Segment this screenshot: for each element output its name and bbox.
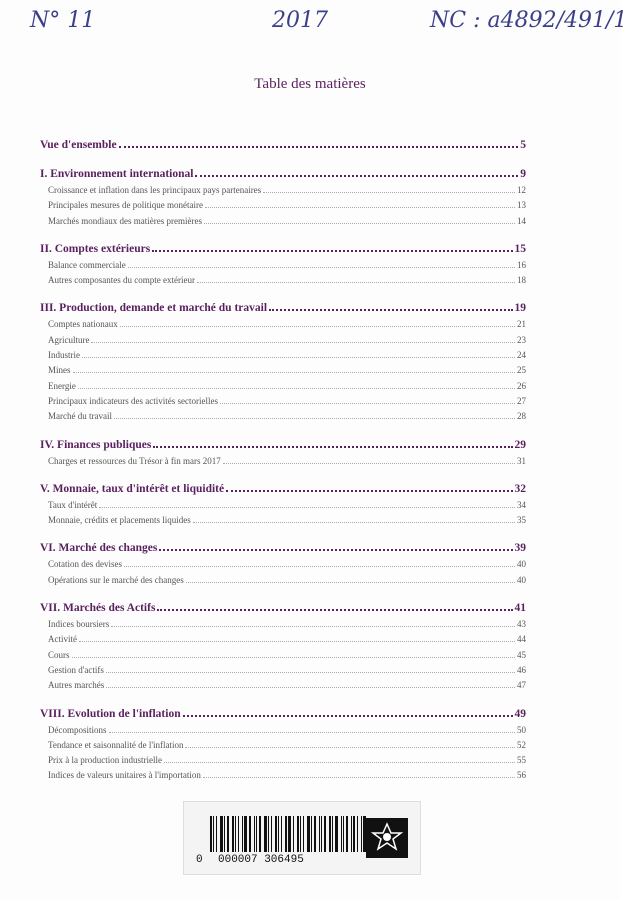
dot-leader <box>72 657 515 658</box>
entry-page-number: 16 <box>517 259 526 270</box>
toc-entry[interactable] <box>40 333 526 348</box>
dot-leader <box>193 522 515 523</box>
toc-section <box>40 436 526 469</box>
barcode-bar <box>297 816 299 852</box>
dot-leader <box>73 372 516 373</box>
entry-label: Gestion d'actifs <box>48 664 104 675</box>
barcode-bar <box>311 816 312 852</box>
section-page-number: 49 <box>514 707 526 720</box>
dot-leader <box>157 609 512 611</box>
toc-section <box>40 705 526 784</box>
toc-section <box>40 599 526 693</box>
toc-entry[interactable] <box>40 632 526 647</box>
section-page-number: 32 <box>514 482 526 495</box>
dot-leader <box>99 507 515 508</box>
toc-entry[interactable] <box>40 394 526 409</box>
entry-label: Croissance et inflation dans les principaux pays partenaires <box>48 185 262 195</box>
entry-label: Industrie <box>48 350 80 361</box>
toc-entry[interactable] <box>40 678 526 693</box>
barcode-bar <box>307 816 310 852</box>
entry-page-number: 45 <box>517 649 526 660</box>
toc-entry[interactable] <box>40 454 526 469</box>
barcode-bar <box>346 816 348 852</box>
toc-section-heading[interactable] <box>40 705 526 723</box>
toc-entry[interactable] <box>40 198 526 213</box>
entry-page-number: 44 <box>517 634 526 645</box>
entry-page-number: 56 <box>517 770 526 781</box>
dot-leader <box>269 309 512 311</box>
toc-entry[interactable] <box>40 617 526 632</box>
toc-section <box>40 240 526 289</box>
section-title: VII. Marchés des Actifs <box>40 602 156 615</box>
barcode-bar <box>227 816 229 852</box>
toc-entry[interactable] <box>40 214 526 229</box>
toc-section-heading[interactable] <box>40 539 526 557</box>
dot-leader <box>159 549 512 551</box>
handwritten-number: N° 11 <box>30 8 96 33</box>
toc-entry[interactable] <box>40 513 526 528</box>
entry-label: Marchés mondiaux des matières premières <box>48 215 202 226</box>
entry-page-number: 43 <box>517 619 526 630</box>
barcode-bar <box>216 816 217 852</box>
dot-leader <box>186 582 515 583</box>
barcode-bar <box>242 816 243 852</box>
entry-label: Taux d'intérêt <box>48 499 98 510</box>
section-title: IV. Finances publiques <box>40 438 152 451</box>
dot-leader <box>183 715 513 717</box>
toc-entry[interactable] <box>40 648 526 663</box>
entry-page-number: 21 <box>517 319 526 330</box>
entry-page-number: 14 <box>517 215 526 226</box>
entry-label: Prix à la production industrielle <box>48 755 162 766</box>
section-title: III. Production, demande et marché du travail <box>40 302 268 315</box>
barcode-bar <box>259 816 261 852</box>
entry-page-number: 40 <box>517 574 526 585</box>
barcode-bar <box>361 816 362 852</box>
library-logo-icon <box>366 818 408 858</box>
toc-entry[interactable] <box>40 723 526 738</box>
toc-entry[interactable] <box>40 379 526 394</box>
entry-label: Comptes nationaux <box>48 319 118 330</box>
entry-label: Balance commerciale <box>48 259 126 270</box>
entry-page-number: 18 <box>517 275 526 286</box>
barcode-bar <box>235 816 236 852</box>
dot-leader <box>197 282 515 283</box>
barcode-bar <box>278 816 279 852</box>
entry-page-number: 27 <box>517 395 526 406</box>
entry-label: Energie <box>48 380 76 391</box>
barcode-bar <box>213 816 214 852</box>
dot-leader <box>203 777 515 778</box>
entry-label: Monnaie, crédits et placements liquides <box>48 515 191 526</box>
entry-label: Indices de valeurs unitaires à l'importation <box>48 770 201 781</box>
table-of-contents <box>40 136 526 795</box>
entry-page-number: 26 <box>517 380 526 391</box>
dot-leader <box>220 403 515 404</box>
entry-page-number: 34 <box>517 499 526 510</box>
barcode-bar <box>324 816 326 852</box>
entry-label: Marché du travail <box>48 411 112 422</box>
barcode-bars <box>210 816 368 852</box>
toc-entry[interactable] <box>40 498 526 513</box>
barcode-digit-left: 0 <box>196 854 203 866</box>
dot-leader <box>82 357 515 358</box>
entry-label: Opérations sur le marché des changes <box>48 574 184 585</box>
toc-section-heading[interactable] <box>40 299 526 317</box>
handwritten-reference: NC : a4892/49 <box>430 8 592 33</box>
entry-page-number: 47 <box>517 680 526 691</box>
toc-section-heading[interactable] <box>40 480 526 498</box>
entry-label: Mines <box>48 365 71 376</box>
entry-label: Activité <box>48 634 77 645</box>
toc-section-heading[interactable] <box>40 136 526 154</box>
barcode-bar <box>335 816 338 852</box>
toc-section-heading[interactable] <box>40 436 526 454</box>
section-page-number: 19 <box>514 302 526 315</box>
entry-label: Autres marchés <box>48 680 105 691</box>
barcode-bar <box>353 816 355 852</box>
entry-page-number: 46 <box>517 664 526 675</box>
barcode-bar <box>224 816 225 852</box>
dot-leader <box>153 446 512 448</box>
barcode-bar <box>293 816 294 852</box>
toc-entry[interactable] <box>40 557 526 572</box>
entry-label: Décompositions <box>48 724 107 735</box>
section-page-number: 41 <box>514 602 526 615</box>
toc-section-heading[interactable] <box>40 240 526 258</box>
entry-page-number: 23 <box>517 334 526 345</box>
dot-leader <box>120 326 515 327</box>
entry-page-number: 24 <box>517 350 526 361</box>
toc-entry[interactable] <box>40 348 526 363</box>
handwritten-page-mark: 1/1 <box>592 8 627 33</box>
entry-page-number: 52 <box>517 739 526 750</box>
dot-leader <box>114 418 515 419</box>
dot-leader <box>106 687 515 688</box>
toc-entry[interactable] <box>40 663 526 678</box>
barcode-bar <box>244 816 247 852</box>
dot-leader <box>128 267 515 268</box>
section-page-number: 9 <box>520 168 526 180</box>
section-title: II. Comptes extérieurs <box>40 242 151 255</box>
barcode-bar <box>321 816 322 852</box>
barcode-bar <box>232 816 234 852</box>
handwritten-year: 2017 <box>272 8 328 33</box>
entry-label: Indices boursiers <box>48 619 110 630</box>
barcode-bar <box>249 816 251 852</box>
barcode-bar <box>341 816 342 852</box>
toc-entry[interactable] <box>40 183 526 198</box>
toc-section-heading[interactable] <box>40 599 526 617</box>
toc-entry[interactable] <box>40 738 526 753</box>
barcode-bar <box>281 816 282 852</box>
toc-entry[interactable] <box>40 768 526 783</box>
dot-leader <box>106 672 515 673</box>
toc-entry[interactable] <box>40 363 526 378</box>
section-page-number: 15 <box>514 242 526 255</box>
toc-entry[interactable] <box>40 273 526 288</box>
section-page-number: 39 <box>514 542 526 555</box>
dot-leader <box>223 463 515 464</box>
entry-label: Cotation des devises <box>48 559 122 570</box>
barcode-number: 000007 306495 <box>218 854 304 866</box>
toc-entry[interactable] <box>40 409 526 424</box>
entry-page-number: 13 <box>517 200 526 211</box>
entry-page-number: 40 <box>517 559 526 570</box>
toc-section <box>40 480 526 529</box>
dot-leader <box>78 388 515 389</box>
entry-page-number: 12 <box>517 185 526 195</box>
entry-page-number: 55 <box>517 755 526 766</box>
entry-page-number: 35 <box>517 515 526 526</box>
barcode-bar <box>319 816 320 852</box>
barcode-bar <box>303 816 304 852</box>
dot-leader <box>185 747 515 748</box>
entry-label: Tendance et saisonnalité de l'inflation <box>48 739 184 750</box>
barcode-bar <box>285 816 287 852</box>
barcode-bar <box>288 816 291 852</box>
dot-leader <box>124 566 515 567</box>
section-title: Vue d'ensemble <box>40 139 117 151</box>
barcode-bar <box>264 816 267 852</box>
barcode-bar <box>238 816 239 852</box>
dot-leader <box>152 250 512 252</box>
barcode-bar <box>220 816 223 852</box>
barcode-bar <box>332 816 333 852</box>
page-title: Table des matières <box>254 76 366 92</box>
dot-leader <box>226 490 512 492</box>
barcode-bar <box>357 816 358 852</box>
entry-label: Agriculture <box>48 334 90 345</box>
entry-page-number: 25 <box>517 365 526 376</box>
toc-entry[interactable] <box>40 573 526 588</box>
barcode-bar <box>256 816 257 852</box>
section-page-number: 29 <box>514 438 526 451</box>
dot-leader <box>111 626 515 627</box>
toc-section <box>40 165 526 229</box>
barcode-bar <box>268 816 269 852</box>
toc-section <box>40 299 526 424</box>
toc-section <box>40 136 526 154</box>
entry-label: Principales mesures de politique monétaire <box>48 200 203 211</box>
dot-leader <box>119 146 519 148</box>
barcode-bar <box>271 816 272 852</box>
section-page-number: 5 <box>520 139 526 151</box>
dot-leader <box>195 175 518 177</box>
dot-leader <box>109 732 516 733</box>
toc-entry[interactable] <box>40 317 526 332</box>
barcode-sticker <box>183 801 421 875</box>
dot-leader <box>164 762 515 763</box>
dot-leader <box>79 641 515 642</box>
toc-section-heading[interactable] <box>40 165 526 183</box>
entry-page-number: 28 <box>517 411 526 422</box>
toc-entry[interactable] <box>40 753 526 768</box>
dot-leader <box>91 342 515 343</box>
entry-label: Principaux indicateurs des activités sectorielles <box>48 395 218 406</box>
section-title: VIII. Evolution de l'inflation <box>40 707 181 720</box>
entry-label: Charges et ressources du Trésor à fin mars 2017 <box>48 455 221 466</box>
toc-entry[interactable] <box>40 258 526 273</box>
barcode-bar <box>343 816 344 852</box>
toc-section <box>40 539 526 588</box>
barcode-bar <box>275 816 277 852</box>
section-title: VI. Marché des changes <box>40 542 158 555</box>
entry-label: Autres composantes du compte extérieur <box>48 275 195 286</box>
entry-label: Cours <box>48 649 70 660</box>
section-title: V. Monnaie, taux d'intérêt et liquidité <box>40 482 225 495</box>
dot-leader <box>204 223 515 224</box>
entry-page-number: 50 <box>517 724 526 735</box>
barcode-bar <box>351 816 352 852</box>
entry-page-number: 31 <box>517 455 526 466</box>
barcode-bar <box>314 816 316 852</box>
dot-leader <box>263 192 515 193</box>
barcode-bar <box>210 816 212 852</box>
dot-leader <box>205 207 515 208</box>
barcode-bar <box>254 816 255 852</box>
barcode-bar <box>329 816 331 852</box>
barcode-bar <box>300 816 301 852</box>
section-title: I. Environnement international <box>40 168 194 180</box>
